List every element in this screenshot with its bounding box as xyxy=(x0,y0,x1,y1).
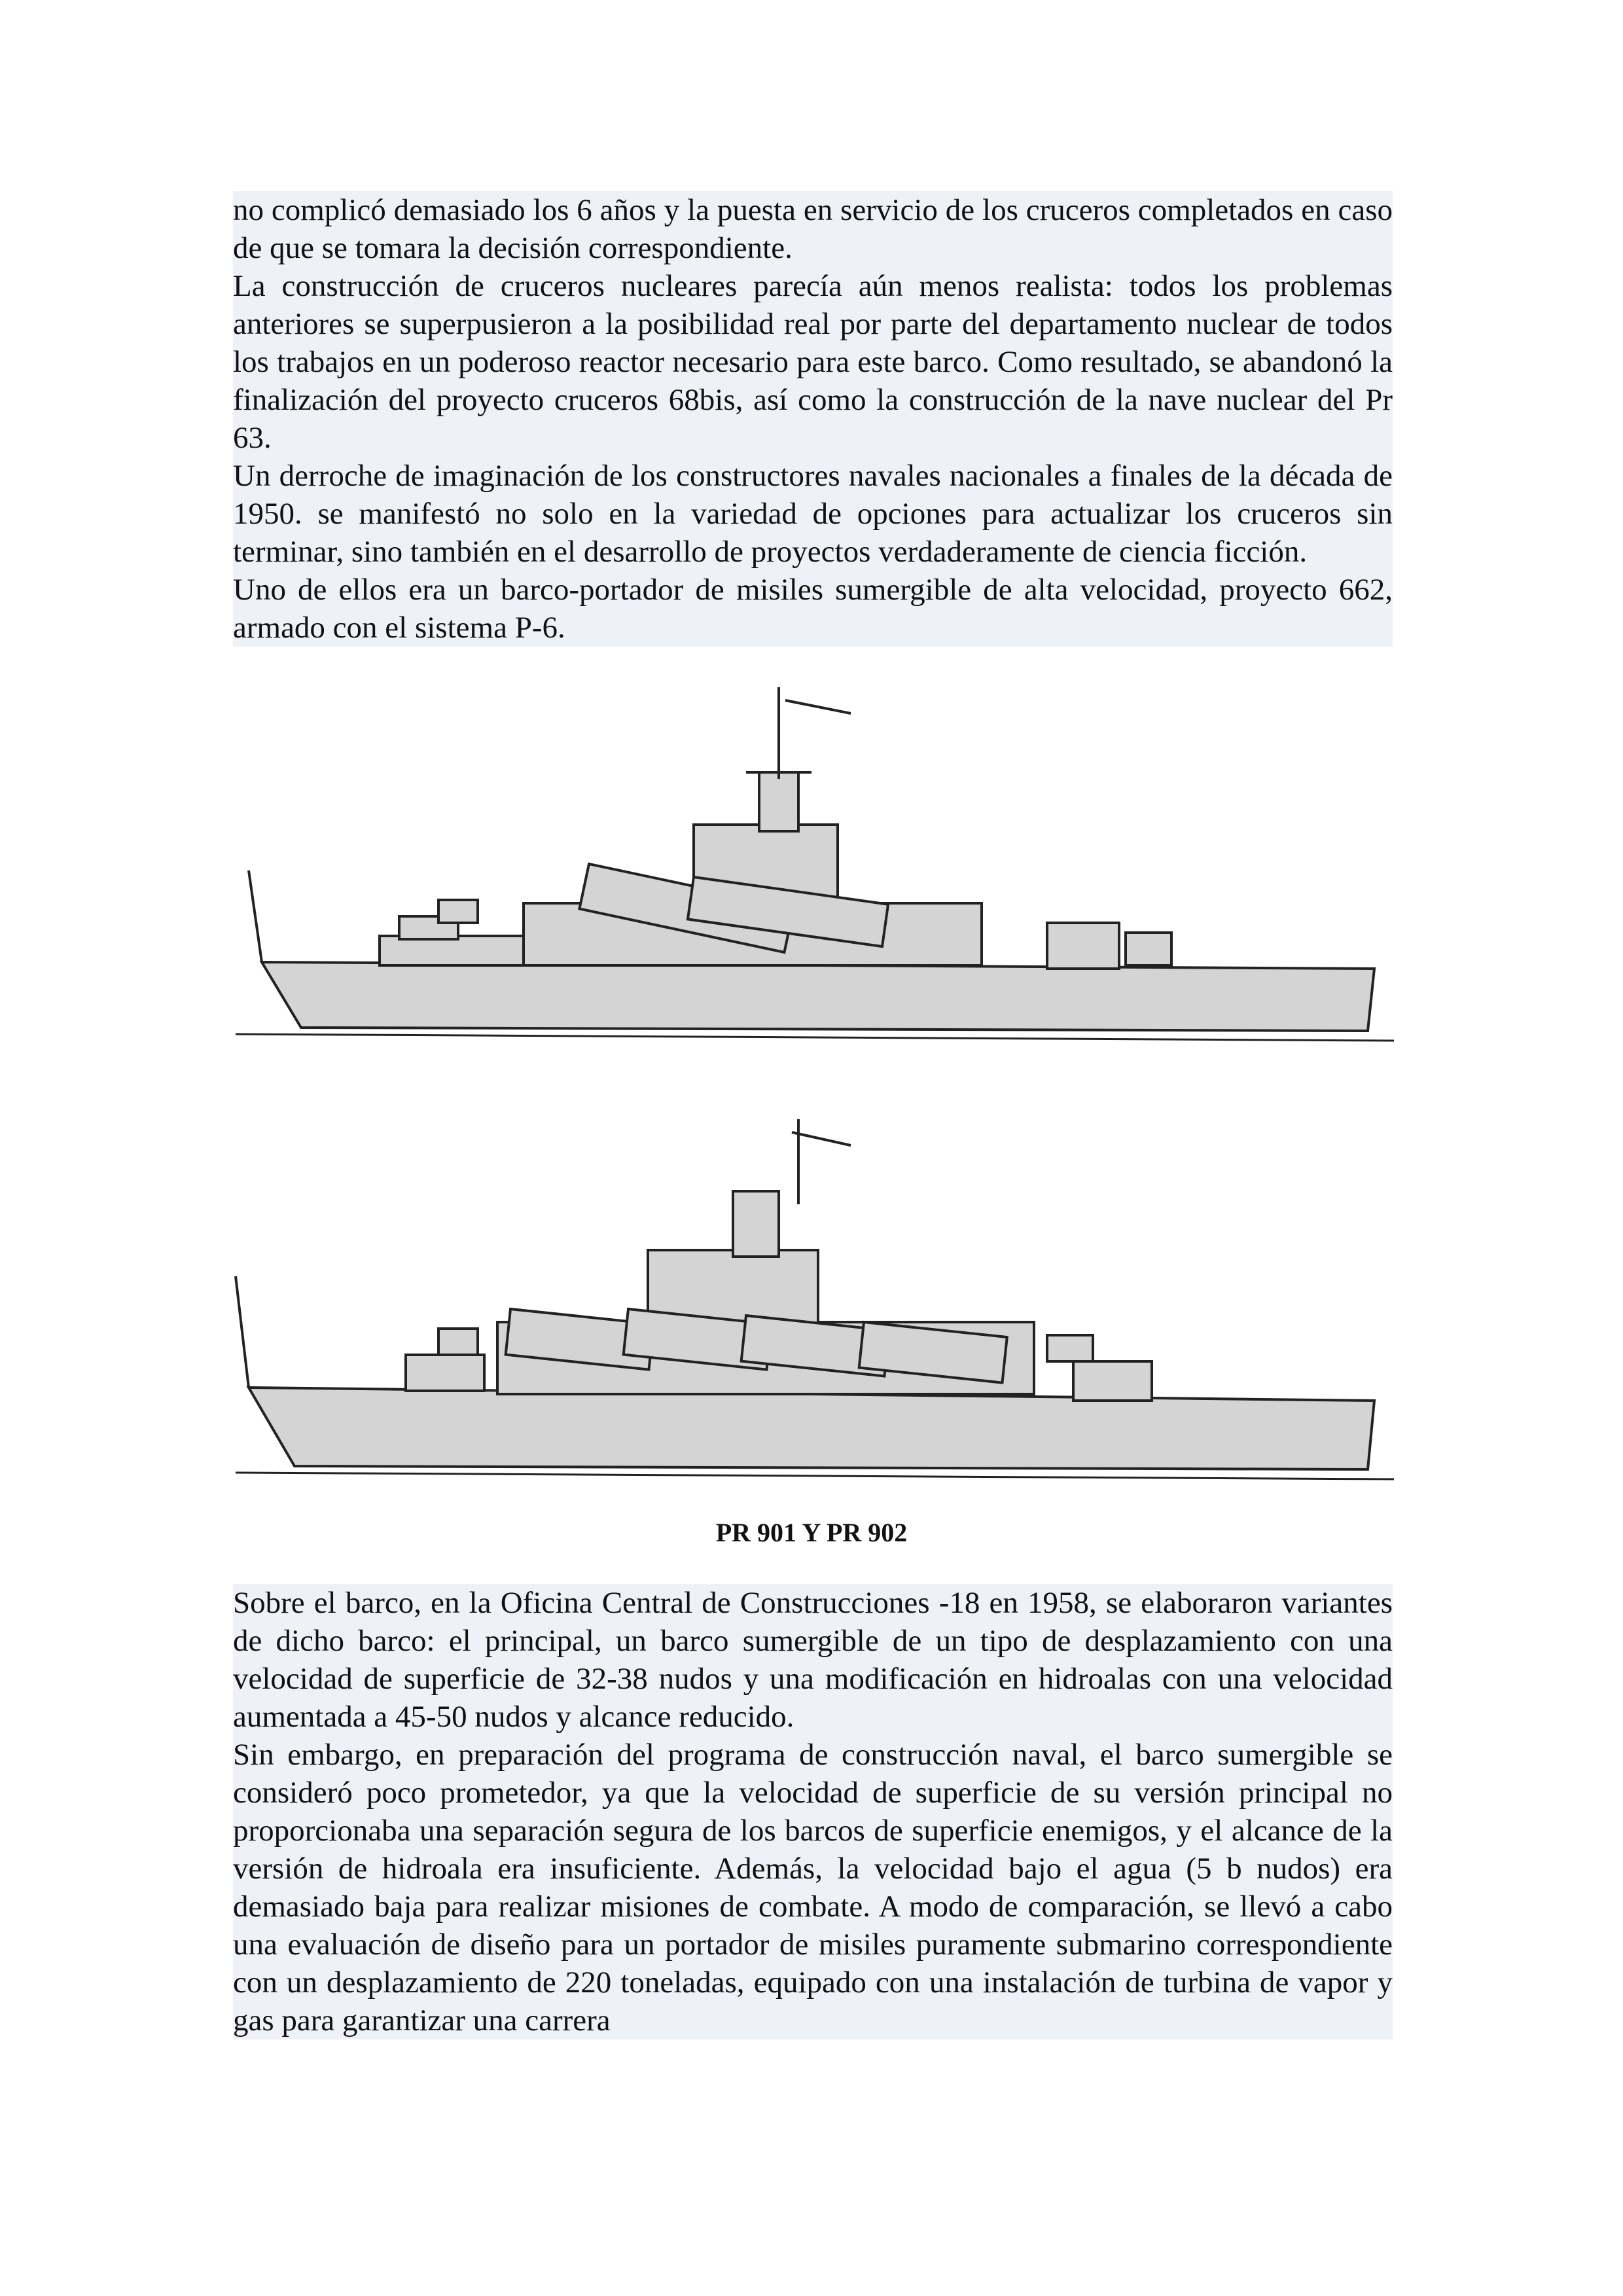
ship-illustration-svg xyxy=(223,674,1400,1080)
paragraph: Un derroche de imaginación de los constructores navales nacionales a finales de la década de 1950. se manifestó no solo en la variedad de opciones para actualizar los cruceros sin terminar, sino también en el desarrollo de proyectos verdaderamente de ciencia ficción. xyxy=(233,457,1393,571)
figure-caption: PR 901 Y PR 902 xyxy=(715,1518,908,1547)
paragraph: Sin embargo, en preparación del programa de construcción naval, el barco sumergible se consideró poco prometedor, ya que la velocidad de superficie de su versión principal no proporcionaba una separación segura de los barcos de superficie enemigos, y el alcance de la versión de hidroala era insuficiente. Además, la velocidad bajo el agua (5 b nudos) era demasiado baja para realizar misiones de combate. A modo de comparación, se llevó a cabo una evaluación de diseño para un portador de misiles puramente submarino correspondiente con un desplazamiento de 220 toneladas, equipado con una instalación de turbina de vapor y gas para garantizar una carrera xyxy=(233,1736,1393,2039)
top-text-block xyxy=(233,191,1393,647)
ship-drawing-upper xyxy=(223,674,1400,1080)
ship-illustration-svg xyxy=(223,1113,1400,1518)
paragraph: La construcción de cruceros nucleares parecía aún menos realista: todos los problemas anteriores se superpusieron a la posibilidad real por parte del departamento nuclear de todos los trabajos en un poderoso reactor necesario para este barco. Como resultado, se abandonó la finalización del proyecto cruceros 68bis, así como la construcción de la nave nuclear del Pr 63. xyxy=(233,267,1393,457)
paragraph: no complicó demasiado los 6 años y la puesta en servicio de los cruceros completados en caso de que se tomara la decisión correspondiente. xyxy=(233,191,1393,267)
ship-drawing-lower xyxy=(223,1113,1400,1518)
paragraph: Uno de ellos era un barco-portador de misiles sumergible de alta velocidad, proyecto 662, armado con el sistema P-6. xyxy=(233,571,1393,647)
paragraph: Sobre el barco, en la Oficina Central de Construcciones -18 en 1958, se elaboraron variantes de dicho barco: el principal, un barco sumergible de un tipo de desplazamiento con una velocidad de superficie de 32-38 nudos y una modificación en hidroalas con una velocidad aumentada a 45-50 nudos y alcance reducido. xyxy=(233,1584,1393,1736)
bottom-text-block xyxy=(233,1584,1393,2039)
